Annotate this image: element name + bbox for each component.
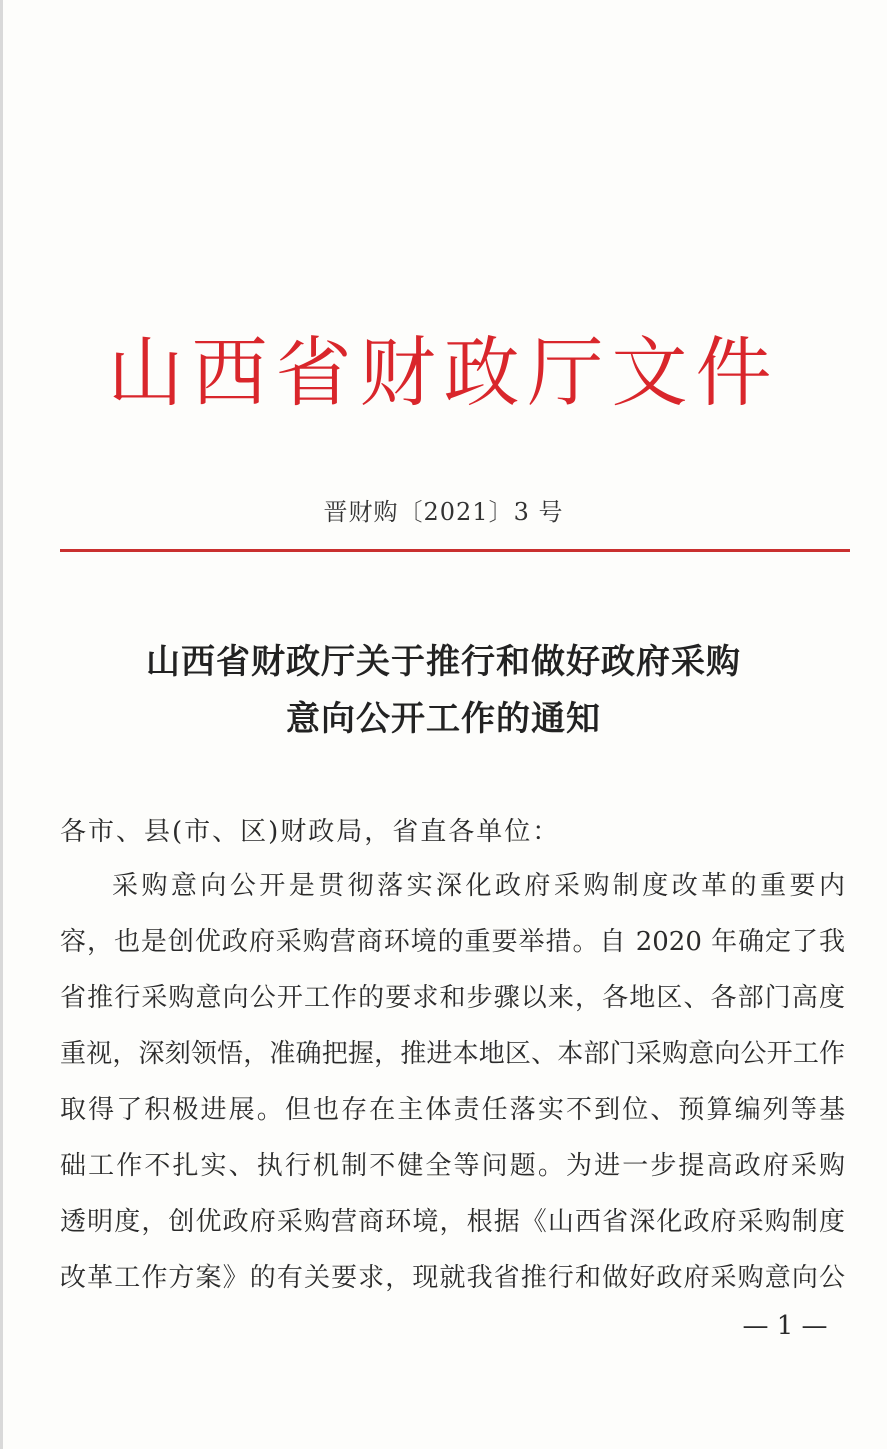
body-line-8: 改革工作方案》的有关要求，现就我省推行和做好政府采购意向公 xyxy=(60,1263,845,1293)
body-line-2: 容，也是创优政府采购营商环境的重要举措。自 2020 年确定了我 xyxy=(60,927,845,957)
body-line-6: 础工作不扎实、执行机制不健全等问题。为进一步提高政府采购 xyxy=(60,1151,845,1181)
body-line-3: 省推行采购意向公开工作的要求和步骤以来，各地区、各部门高度 xyxy=(60,983,845,1013)
page-number: — 1 — xyxy=(742,1311,828,1341)
masthead-title: 山西省财政厅文件 xyxy=(107,328,780,417)
salutation: 各市、县(市、区)财政局，省直各单位： xyxy=(60,817,561,847)
body-line-4: 重视，深刻领悟，准确把握，推进本地区、本部门采购意向公开工作 xyxy=(60,1039,845,1069)
notice-title-line-1: 山西省财政厅关于推行和做好政府采购 xyxy=(146,642,741,682)
body-line-7: 透明度，创优政府采购营商环境，根据《山西省深化政府采购制度 xyxy=(60,1207,845,1237)
red-divider-line xyxy=(60,549,850,552)
body-line-1: 采购意向公开是贯彻落实深化政府采购制度改革的重要内 xyxy=(112,871,845,901)
body-line-5: 取得了积极进展。但也存在主体责任落实不到位、预算编列等基 xyxy=(60,1095,845,1125)
notice-title-line-2: 意向公开工作的通知 xyxy=(286,699,601,739)
document-number: 晋财购〔2021〕3 号 xyxy=(323,498,564,526)
